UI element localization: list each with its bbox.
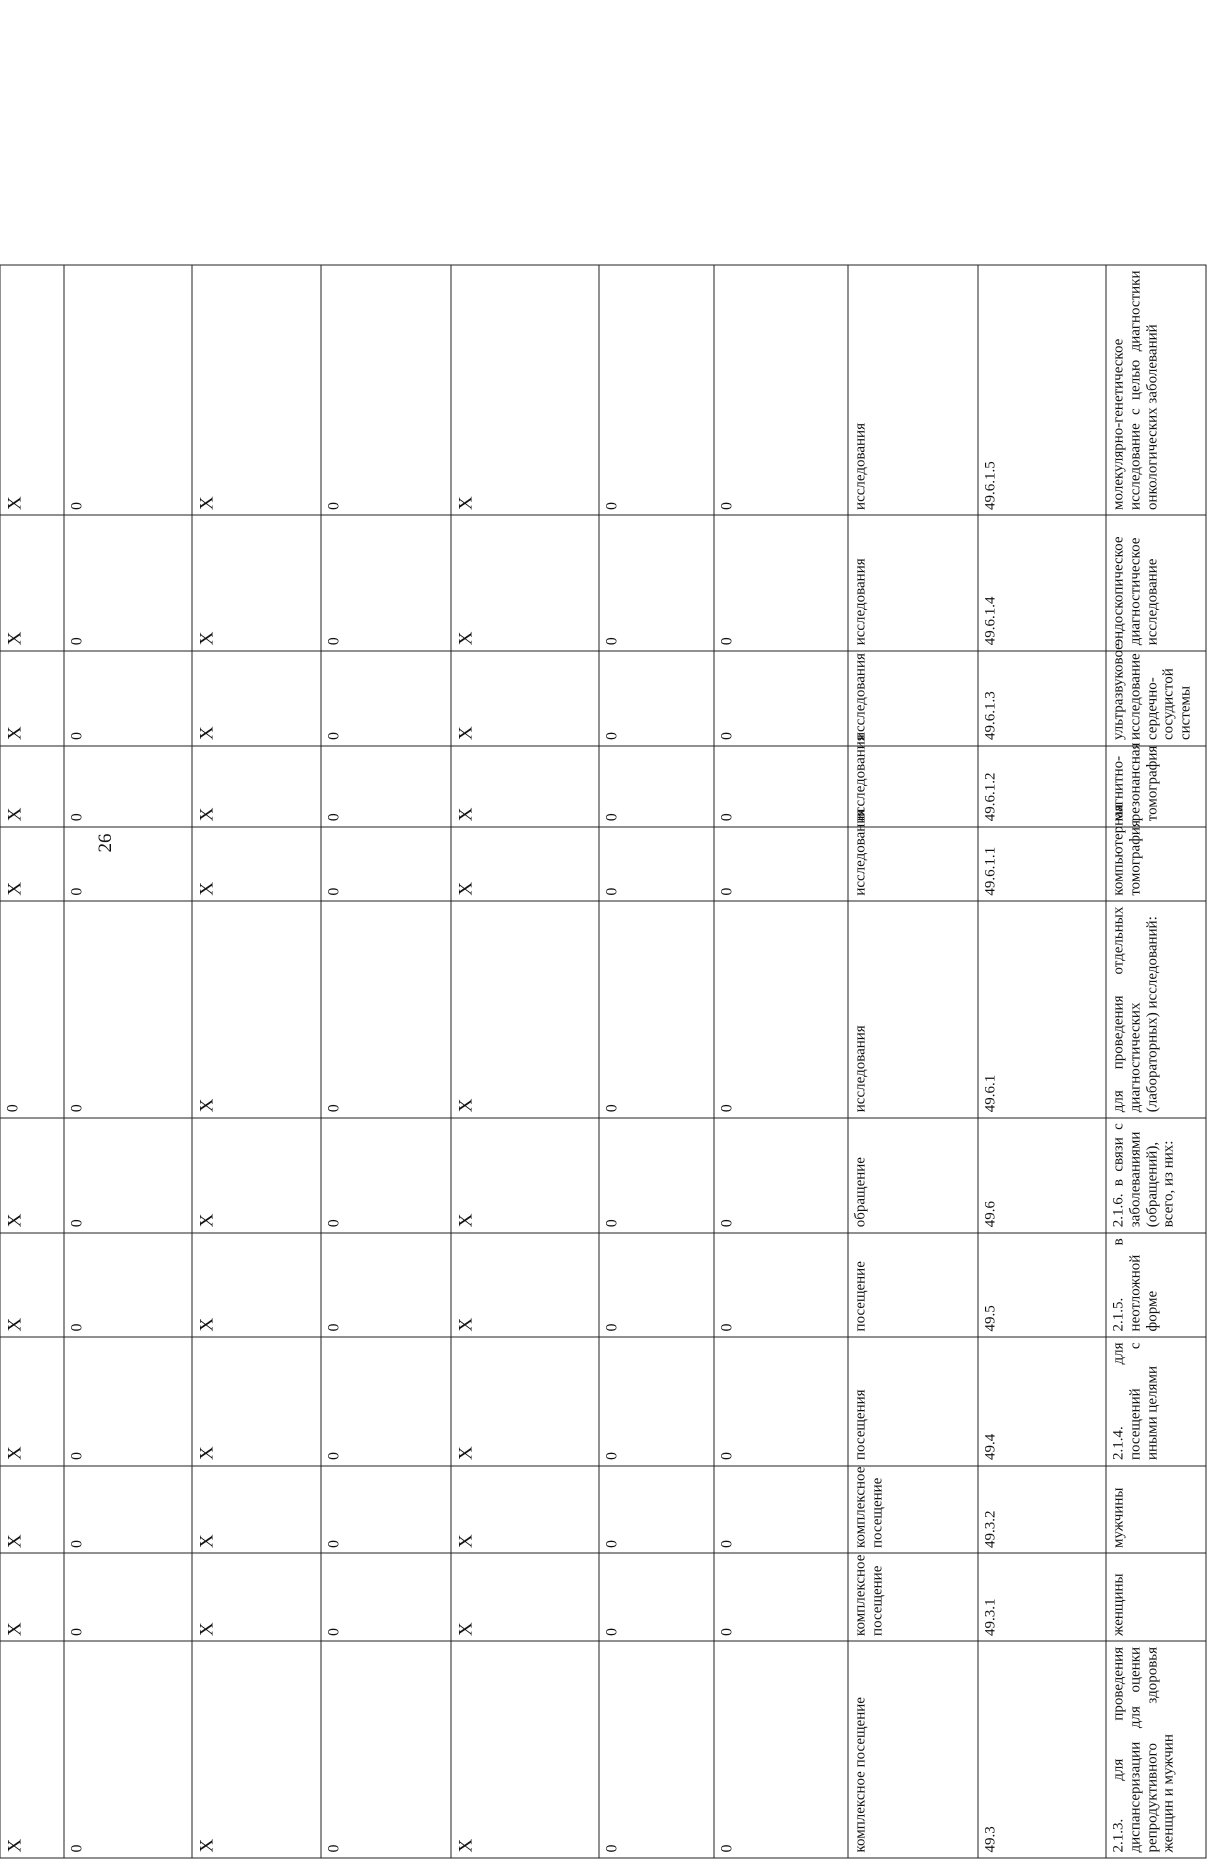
value-cell: 0 (64, 1553, 192, 1641)
value-cell: X (192, 901, 321, 1118)
value-cell: X (451, 265, 599, 515)
value-cell: 0 (599, 651, 714, 746)
value-cell: 0 (64, 1118, 192, 1233)
value-cell: X (192, 651, 321, 746)
value-cell: 0 (321, 1641, 451, 1858)
value-cell: 0 (599, 1553, 714, 1641)
value-cell: X (192, 1466, 321, 1554)
value-cell: X (0, 1466, 64, 1554)
value-cell: X (0, 1233, 64, 1337)
unit-cell: комплексное посещение (848, 1466, 978, 1554)
table-row (599, 265, 714, 1858)
indicator-name-cell: 2.1.5. в неотложной форме (1106, 1233, 1206, 1337)
value-cell: X (0, 1641, 64, 1858)
row-code-cell: 49.3.2 (978, 1466, 1106, 1554)
value-cell: X (192, 1337, 321, 1466)
value-cell: X (0, 1118, 64, 1233)
row-code-cell: 49.5 (978, 1233, 1106, 1337)
value-cell: X (0, 1337, 64, 1466)
row-code-cell: 49.3 (978, 1641, 1106, 1858)
value-cell: X (192, 827, 321, 901)
value-cell: 0 (321, 1553, 451, 1641)
unit-cell: комплексное посещение (848, 1641, 978, 1858)
value-cell: 0 (64, 265, 192, 515)
value-cell: X (0, 1553, 64, 1641)
value-cell: X (192, 1233, 321, 1337)
value-cell: X (192, 265, 321, 515)
value-cell: 0 (599, 1118, 714, 1233)
value-cell: 0 (321, 515, 451, 650)
value-cell: X (451, 1337, 599, 1466)
value-cell: 0 (64, 901, 192, 1118)
value-cell: X (0, 746, 64, 827)
row-code-cell: 49.6 (978, 1118, 1106, 1233)
indicator-name-cell: 2.1.4. для посещений с иными целями (1106, 1337, 1206, 1466)
row-code-cell: 49.6.1.4 (978, 515, 1106, 650)
value-cell: X (0, 265, 64, 515)
unit-cell: исследования (848, 265, 978, 515)
indicator-name-cell: эндоскопическое диагностическое исследование (1106, 515, 1206, 650)
value-cell: 0 (321, 901, 451, 1118)
row-code-cell: 49.6.1.3 (978, 651, 1106, 746)
unit-cell: исследования (848, 651, 978, 746)
indicator-name-cell: ультразвуковое исследование сердечно-сосудистой системы (1106, 651, 1206, 746)
indicator-name-cell: 2.1.6. в связи с заболеваниями (обращений), всего, из них: (1106, 1118, 1206, 1233)
value-cell: 0 (599, 827, 714, 901)
value-cell: 0 (714, 515, 848, 650)
unit-cell: исследования (848, 827, 978, 901)
value-cell: 0 (599, 1466, 714, 1554)
value-cell: 0 (599, 746, 714, 827)
value-cell: X (451, 1553, 599, 1641)
value-cell: 0 (64, 1233, 192, 1337)
value-cell: 0 (714, 1553, 848, 1641)
row-code-cell: 49.6.1 (978, 901, 1106, 1118)
row-code-cell: 49.4 (978, 1337, 1106, 1466)
value-cell: 0 (321, 651, 451, 746)
value-cell: 0 (599, 901, 714, 1118)
value-cell: 0 (321, 265, 451, 515)
unit-cell: исследования (848, 515, 978, 650)
value-cell: 0 (714, 1466, 848, 1554)
indicator-name-cell: молекулярно-генетическое исследование с целью диагностики онкологических заболеваний (1106, 265, 1206, 515)
unit-cell: комплексное посещение (848, 1553, 978, 1641)
unit-cell: обращение (848, 1118, 978, 1233)
value-cell: X (192, 1641, 321, 1858)
unit-cell: исследования (848, 901, 978, 1118)
value-cell: 0 (321, 746, 451, 827)
value-cell: 0 (64, 1641, 192, 1858)
value-cell: X (192, 746, 321, 827)
indicator-name-cell: магнитно-резонансная томография (1106, 746, 1206, 827)
value-cell: X (0, 515, 64, 650)
indicator-name-cell: женщины (1106, 1553, 1206, 1641)
value-cell: 0 (64, 1466, 192, 1554)
value-cell: X (451, 1466, 599, 1554)
table-row (978, 265, 1106, 1858)
value-cell: X (192, 1118, 321, 1233)
indicator-name-cell: мужчины (1106, 1466, 1206, 1554)
value-cell: 0 (714, 651, 848, 746)
value-cell: 0 (321, 827, 451, 901)
table-row (0, 265, 64, 1858)
value-cell: 0 (599, 1337, 714, 1466)
value-cell: X (0, 827, 64, 901)
table-row (848, 265, 978, 1858)
table-row (451, 265, 599, 1858)
table-row (321, 265, 451, 1858)
value-cell: 0 (64, 515, 192, 650)
value-cell: 0 (321, 1233, 451, 1337)
row-code-cell: 49.6.1.2 (978, 746, 1106, 827)
value-cell: 0 (599, 265, 714, 515)
value-cell: 0 (321, 1466, 451, 1554)
value-cell: X (451, 901, 599, 1118)
value-cell: X (192, 515, 321, 650)
value-cell: 0 (714, 1641, 848, 1858)
value-cell: X (0, 651, 64, 746)
value-cell: X (451, 515, 599, 650)
table-row (1106, 265, 1206, 1858)
value-cell: 0 (64, 1337, 192, 1466)
value-cell: X (451, 1118, 599, 1233)
value-cell: 0 (64, 746, 192, 827)
value-cell: 0 (714, 827, 848, 901)
row-code-cell: 49.6.1.1 (978, 827, 1106, 901)
value-cell: X (192, 1553, 321, 1641)
unit-cell: посещение (848, 1233, 978, 1337)
value-cell: 0 (599, 1233, 714, 1337)
value-cell: 0 (321, 1118, 451, 1233)
indicator-name-cell: для проведения отдельных диагностических (лабораторных) исследований: (1106, 901, 1206, 1118)
value-cell: X (451, 651, 599, 746)
unit-cell: посещения (848, 1337, 978, 1466)
table-row (192, 265, 321, 1858)
services-table (0, 265, 1207, 1859)
value-cell: 0 (0, 901, 64, 1118)
row-code-cell: 49.3.1 (978, 1553, 1106, 1641)
value-cell: 0 (599, 1641, 714, 1858)
value-cell: 0 (714, 1233, 848, 1337)
indicator-name-cell: 2.1.3. для проведения диспансеризации для оценки репродуктивного здоровья женщин и мужчин (1106, 1641, 1206, 1858)
value-cell: 0 (714, 265, 848, 515)
table-row (714, 265, 848, 1858)
value-cell: X (451, 827, 599, 901)
value-cell: 0 (714, 1118, 848, 1233)
value-cell: 0 (714, 746, 848, 827)
value-cell: X (451, 746, 599, 827)
unit-cell: исследования (848, 746, 978, 827)
indicator-name-cell: компьютерная томография (1106, 827, 1206, 901)
row-code-cell: 49.6.1.5 (978, 265, 1106, 515)
table-row (64, 265, 192, 1858)
value-cell: 0 (64, 651, 192, 746)
value-cell: 0 (714, 901, 848, 1118)
value-cell: 0 (714, 1337, 848, 1466)
value-cell: 0 (599, 515, 714, 650)
value-cell: X (451, 1233, 599, 1337)
value-cell: 0 (321, 1337, 451, 1466)
page-number: 26 (95, 833, 116, 853)
value-cell: 0 (64, 827, 192, 901)
value-cell: X (451, 1641, 599, 1858)
